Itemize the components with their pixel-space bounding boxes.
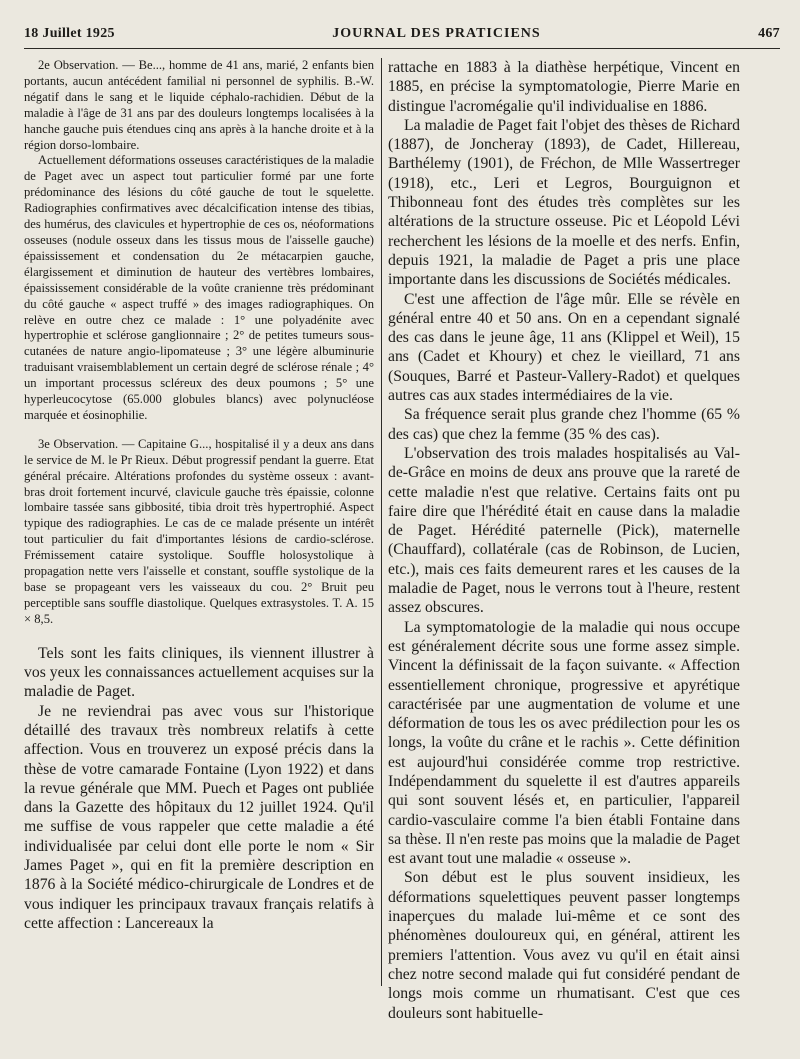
paragraph-symptomatology: La symptomatologie de la maladie qui nous occupe est généralement décrite sous une forme assez simple. Vincent la définissait de la façon suivante. « Affection essentiellement chronique, progressive et apyrétique caractérisée par une augmentation de volume et une déformation de tous les os avec prédilection pour les os longs, la voûte du crâne et le rachis ». Cette définition est aujourd'hui considérée comme trop restrictive. Indépendamment du squelette il est d'autres appareils qui sont souvent lésés et, en particulier, l'appareil cardio-vasculaire comme l'a bien établi Fontaine dans sa thèse. Il n'en reste pas moins que la maladie de Paget est avant tout une maladie « osseuse ». (388, 618, 740, 868)
paragraph-clinical-facts: Tels sont les faits cliniques, ils viennent illustrer à vos yeux les connaissances actuellement acquises sur la maladie de Paget. (24, 644, 374, 701)
spacer (24, 628, 374, 644)
column-divider (381, 58, 382, 986)
paragraph-theses: La maladie de Paget fait l'objet des thèses de Richard (1887), de Joncheray (1893), de Cadet, Hillereau, Barthélemy (1901), de Fréchon, de Mlle Wassertreger (1918), etc., Leri et Legros, Bourguignon et Thibonneau font des études très complètes sur les altérations de la structure osseuse. Pic et Léopold Lévi recherchent les lésions de la moelle et des nerfs. Enfin, depuis 1921, la maladie de Paget a pris une place importante dans les discussions de Sociétés médicales. (388, 116, 740, 289)
observation-3: 3e Observation. — Capitaine G..., hospitalisé il y a deux ans dans le service de M. le Pr Rieux. Début progressif pendant la guerre. Etat général précaire. Altérations profondes du système osseux : avant-bras droit fortement incurvé, clavicule gauche très épaissie, colonne lombaire tassée sans gibbosité, tibia droit très hypertrophié. Aspect typique des radiographies. Le cas de ce malade présente un intérêt tout particulier du fait d'importantes lésions de cardio-sclérose. Frémissement cataire systolique. Souffle holosystolique à propagation nette vers l'aisselle et constant, souffle systolique de la base se propageant vers les vaisseaux du cou. 2° Bruit peu perceptible sans souffle diastolique. Quelques extrasystoles. T. A. 15 × 8,5. (24, 436, 374, 626)
observation-2: 2e Observation. — Be..., homme de 41 ans, marié, 2 enfants bien portants, aucun antécédent familial ni personnel de syphilis. B.-W. négatif dans le sang et le liquide céphalo-rachidien. Début de la maladie à l'âge de 31 ans par des douleurs longtemps localisées à la hanche gauche puis étendues cinq ans après à la hanche droite et à la région dorso-lombaire. (24, 58, 374, 152)
header-page-number: 467 (758, 26, 780, 41)
paragraph-history: Je ne reviendrai pas avec vous sur l'historique détaillé des travaux très nombreux relatifs à cette affection. Vous en trouverez un exposé précis dans la thèse de votre camarade Fontaine (Lyon 1922) et dans la revue générale que MM. Puech et Pages ont publiée dans la Gazette des hôpitaux du 12 juillet 1924. Qu'il me suffise de vous rappeler que cette maladie a été individualisée par celui dont elle porte le nom « Sir James Paget », qui en fit la première description en 1876 à la Société médico-chirurgicale de Londres et de vous indiquer les principaux travaux français relatifs à cette affection : Lancereaux la (24, 702, 374, 932)
right-column (388, 58, 740, 1023)
observation-2-findings: Actuellement déformations osseuses caractéristiques de la maladie de Paget avec un aspect tout particulier formé par une forte prédominance des lésions du côté gauche de tout le squelette. Radiographies confirmatives avec décalcification intense des tibias, des humérus, des clavicules et hypertrophie de ces os, néoformations osseuses (nodule osseux dans les tissus mous de l'aisselle gauche) épaississement et condensation du 2e métacarpien gauche, élargissement et diminution de hauteur des vertèbres lombaires, épaississement considérable de la voûte cranienne très prédominant du côté gauche « aspect truffé » des images radiographiques. On relève en outre chez ce malade : 1° une polyadénite avec hypertrophie et sclérose ganglionnaire ; 2° de petites tumeurs sous-cutanées de nature angio-lipomateuse ; 3° une légère albuminurie traduisant vraisemblablement un certain degré de sclérose rénale ; 4° un important processus scléreux des deux poumons ; 5° une hyperleucocytose (65.000 globules blancs) avec polynucléose marquée et éosinophilie. (24, 153, 374, 422)
header-rule (24, 48, 780, 49)
left-column (24, 58, 374, 933)
page-header (24, 26, 780, 48)
paragraph-continued: rattache en 1883 à la diathèse herpétique, Vincent en 1885, en précise la symptomatologie, Pierre Marie en distingue l'acromégalie qu'il individualise en 1886. (388, 59, 740, 115)
paragraph-age: C'est une affection de l'âge mûr. Elle se révèle en général entre 40 et 50 ans. On en a cependant signalé des cas dans le jeune âge, 11 ans (Klippel et Weil), 15 ans (Cadet et Khoury) et chez le vieillard, 71 ans (Souques, Barré et Pasteur-Vallery-Radot) et quelques autres cas aux stades intermédiaires de la vie. (388, 290, 740, 405)
header-journal-title: JOURNAL DES PRATICIENS (332, 26, 541, 41)
paragraph-heredity: L'observation des trois malades hospitalisés au Val-de-Grâce en moins de deux ans prouve que la rareté de cette maladie n'est que relative. Certains faits ont pu faire dire que l'hérédité était en cause dans la maladie de Paget. Hérédité paternelle (Pick), maternelle (Chauffard), collatérale (cas de Robinson, de Lucien, etc.), mais ces faits demeurent rares et les causes de la maladie de Paget, nous le verrons tout à l'heure, restent assez obscures. (388, 444, 740, 617)
header-date: 18 Juillet 1925 (24, 26, 115, 41)
paragraph-frequency: Sa fréquence serait plus grande chez l'homme (65 % des cas) que chez la femme (35 % des cas). (388, 406, 740, 443)
spacer (24, 424, 374, 437)
paragraph-onset: Son début est le plus souvent insidieux, les déformations squelettiques peuvent passer longtemps inaperçues du malade lui-même et ce sont des phénomènes douloureux qui, en général, attirent les premiers l'attention. Vous avez vu qu'il en était ainsi chez notre second malade qui fut considéré pendant de longs mois comme un rhumatisant. C'est que ces douleurs sont habituelle- (388, 869, 740, 1022)
